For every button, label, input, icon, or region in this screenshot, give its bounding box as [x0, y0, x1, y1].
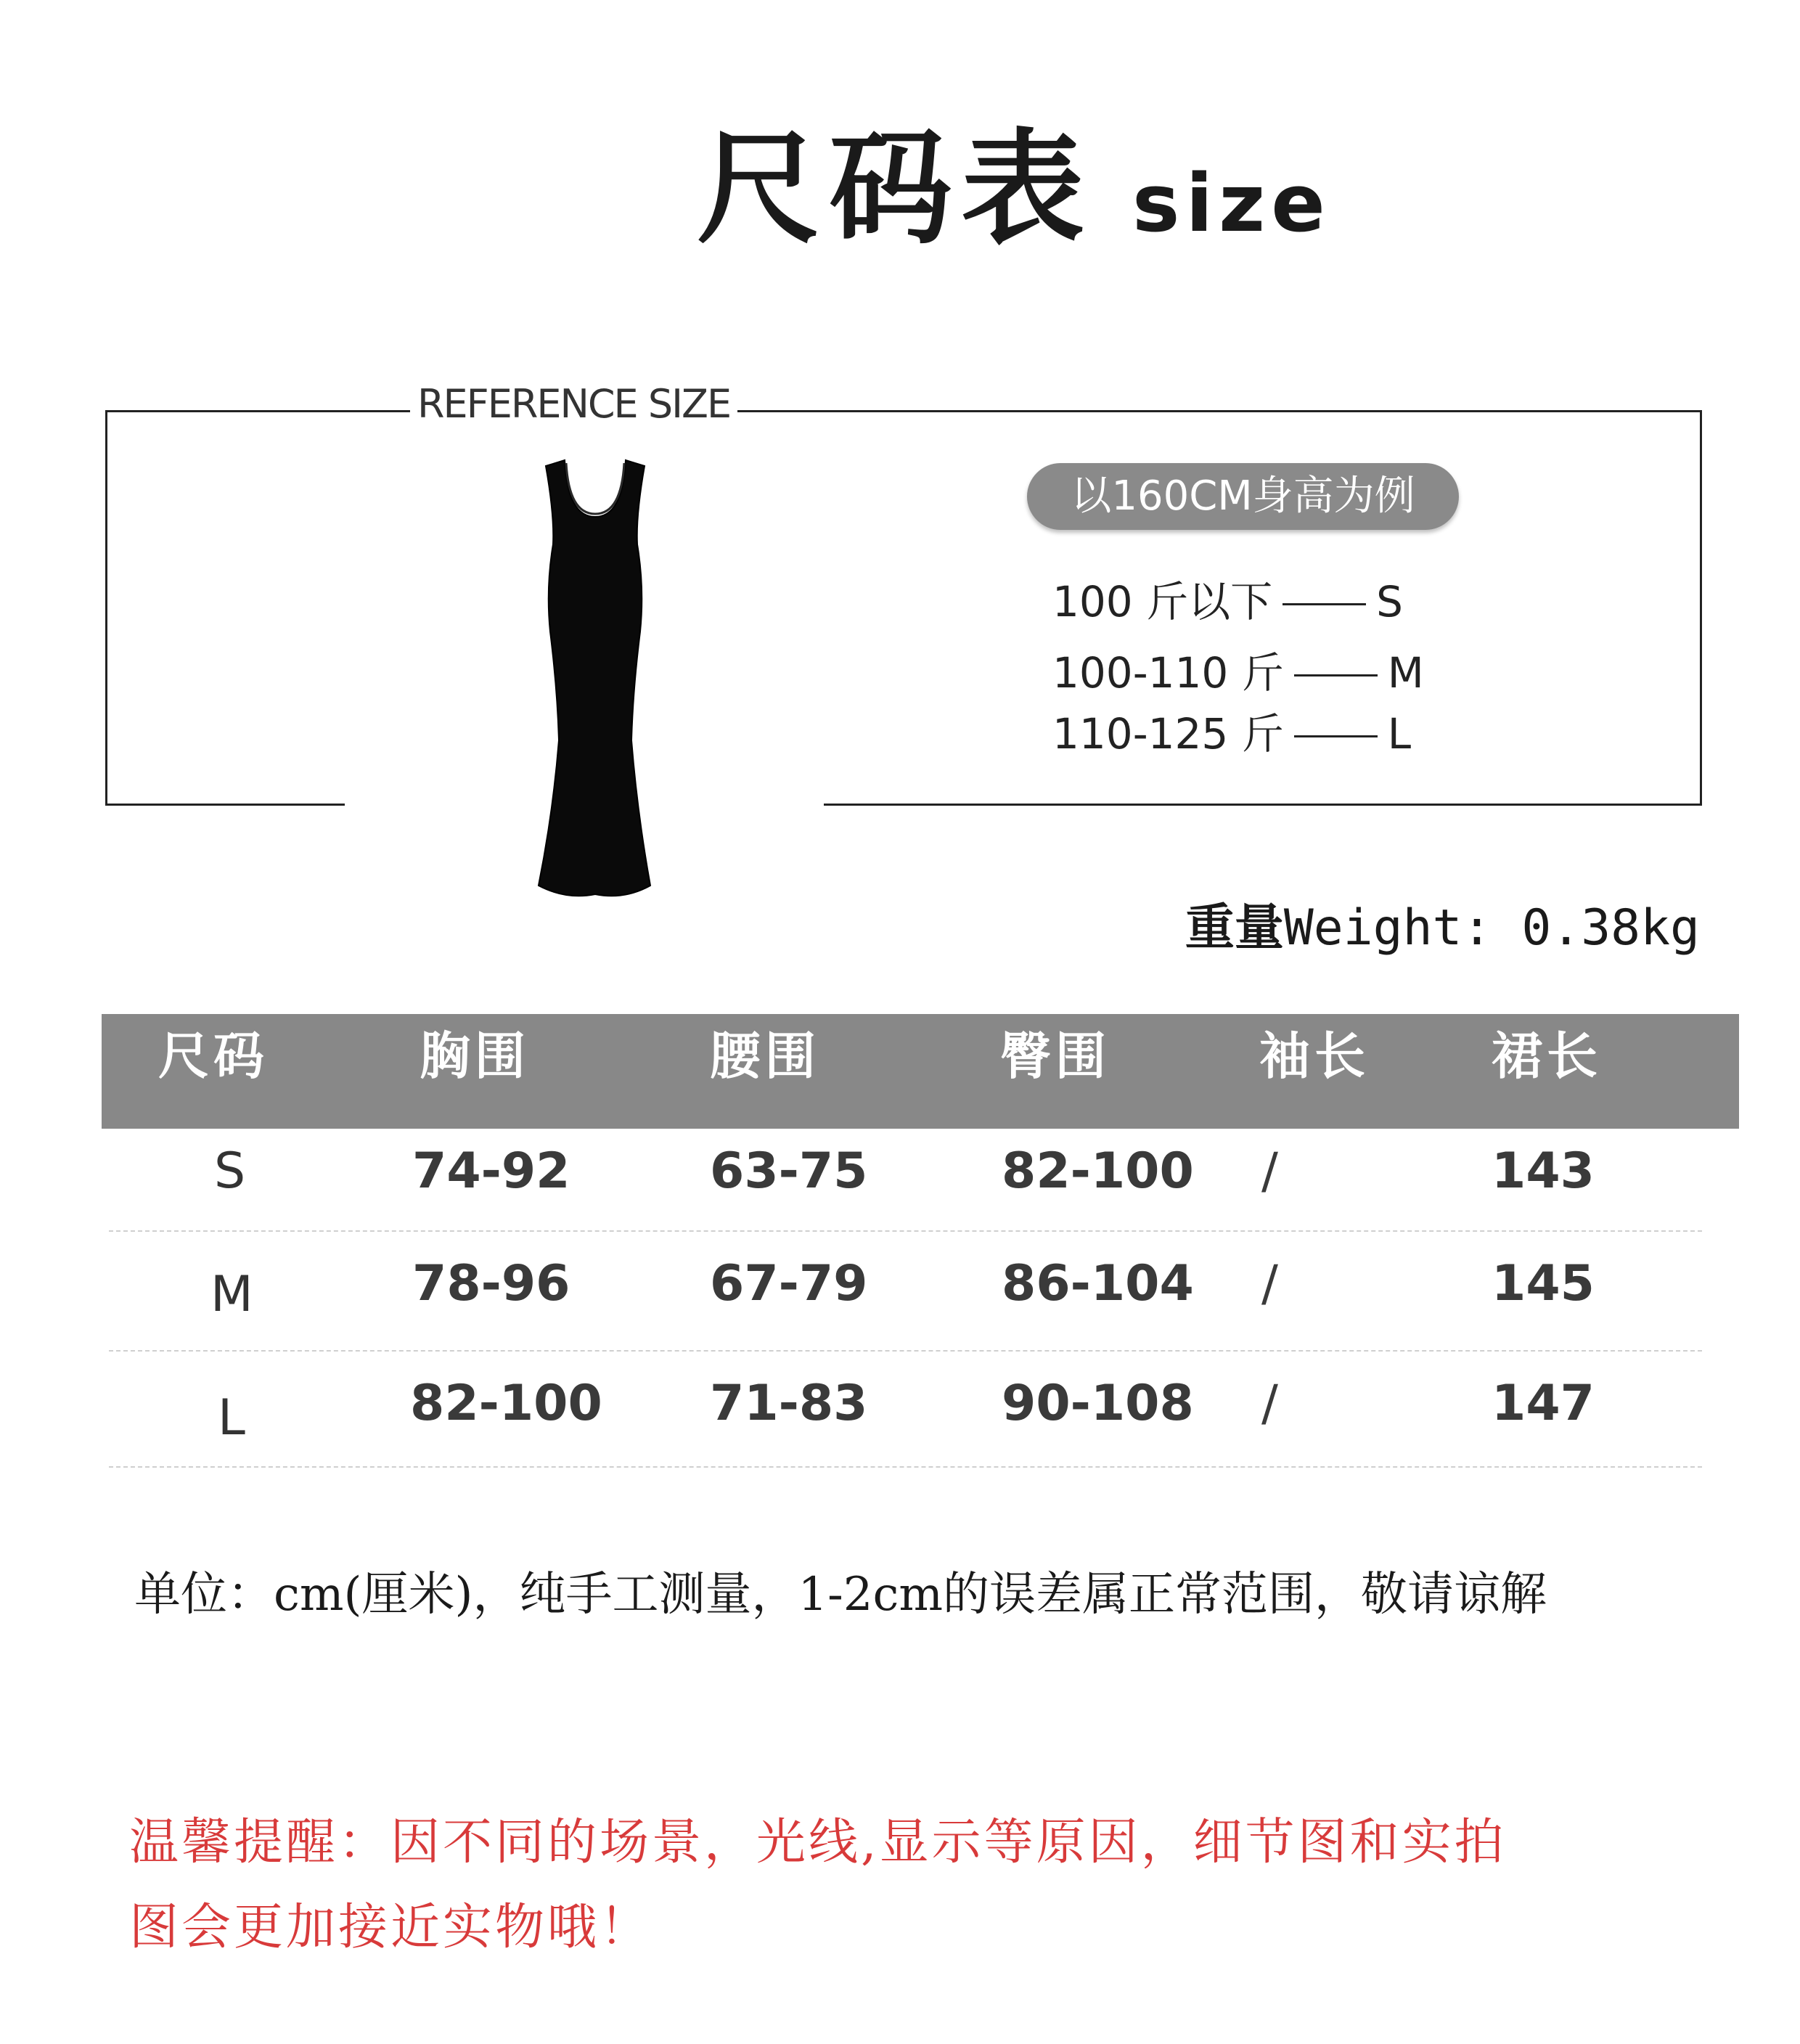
- column-header-hip: 臀围: [1000, 1026, 1110, 1086]
- reference-size: S: [1376, 577, 1403, 626]
- reference-weight: 100 斤以下: [1052, 577, 1273, 626]
- page-title: 尺码表: [697, 116, 1094, 261]
- table-cell-length: 143: [1492, 1142, 1595, 1200]
- column-header-sleeve: 袖长: [1259, 1026, 1370, 1086]
- column-header-length: 裙长: [1492, 1026, 1602, 1086]
- table-cell-bust: 78-96: [412, 1255, 570, 1312]
- row-divider: [109, 1230, 1702, 1232]
- table-cell-length: 147: [1492, 1375, 1595, 1432]
- weight-value: Weight: 0.38kg: [1283, 899, 1700, 957]
- reference-row: [1052, 648, 1424, 698]
- table-cell-size: L: [218, 1389, 245, 1447]
- reference-size: M: [1387, 648, 1424, 698]
- reference-weight: 110-125 斤: [1052, 709, 1284, 759]
- table-cell-sleeve: /: [1261, 1375, 1278, 1432]
- table-cell-waist: 63-75: [710, 1142, 868, 1200]
- page-subtitle: size: [1132, 157, 1331, 250]
- table-cell-bust: 82-100: [410, 1375, 602, 1432]
- reference-size-label: REFERENCE SIZE: [410, 385, 737, 424]
- reminder-line-1: 温馨提醒：因不同的场景，光线,显示等原因，细节图和实拍: [129, 1814, 1507, 1871]
- table-cell-size: S: [214, 1142, 246, 1200]
- reference-row: [1052, 709, 1412, 759]
- dash-divider: [1294, 674, 1378, 676]
- dash-divider: [1282, 603, 1366, 605]
- weight-label: 重量: [1185, 899, 1284, 957]
- reference-size: L: [1387, 709, 1412, 759]
- column-header-size: 尺码: [158, 1026, 269, 1086]
- reminder-line-2: 图会更加接近实物哦！: [129, 1899, 652, 1956]
- table-cell-waist: 71-83: [710, 1375, 868, 1432]
- table-cell-length: 145: [1492, 1255, 1595, 1312]
- table-cell-hip: 86-104: [1002, 1255, 1194, 1312]
- reference-weight: 100-110 斤: [1052, 648, 1284, 698]
- table-cell-bust: 74-92: [412, 1142, 570, 1200]
- table-cell-sleeve: /: [1261, 1255, 1278, 1312]
- row-divider: [109, 1466, 1702, 1468]
- table-cell-hip: 82-100: [1002, 1142, 1194, 1200]
- column-header-waist: 腰围: [710, 1026, 820, 1086]
- row-divider: [109, 1350, 1702, 1352]
- table-cell-size: M: [210, 1266, 253, 1323]
- column-header-bust: 胸围: [420, 1026, 530, 1086]
- reference-row: [1052, 577, 1403, 626]
- dress-image: [508, 450, 682, 907]
- table-cell-waist: 67-79: [710, 1255, 868, 1312]
- measurement-note: 单位：cm(厘米)，纯手工测量，1-2cm的误差属正常范围，敬请谅解: [134, 1568, 1547, 1622]
- table-cell-sleeve: /: [1261, 1142, 1278, 1200]
- height-note-badge: 以160CM身高为例: [1027, 463, 1459, 530]
- dash-divider: [1294, 735, 1378, 737]
- table-cell-hip: 90-108: [1002, 1375, 1194, 1432]
- product-weight: [1185, 899, 1700, 957]
